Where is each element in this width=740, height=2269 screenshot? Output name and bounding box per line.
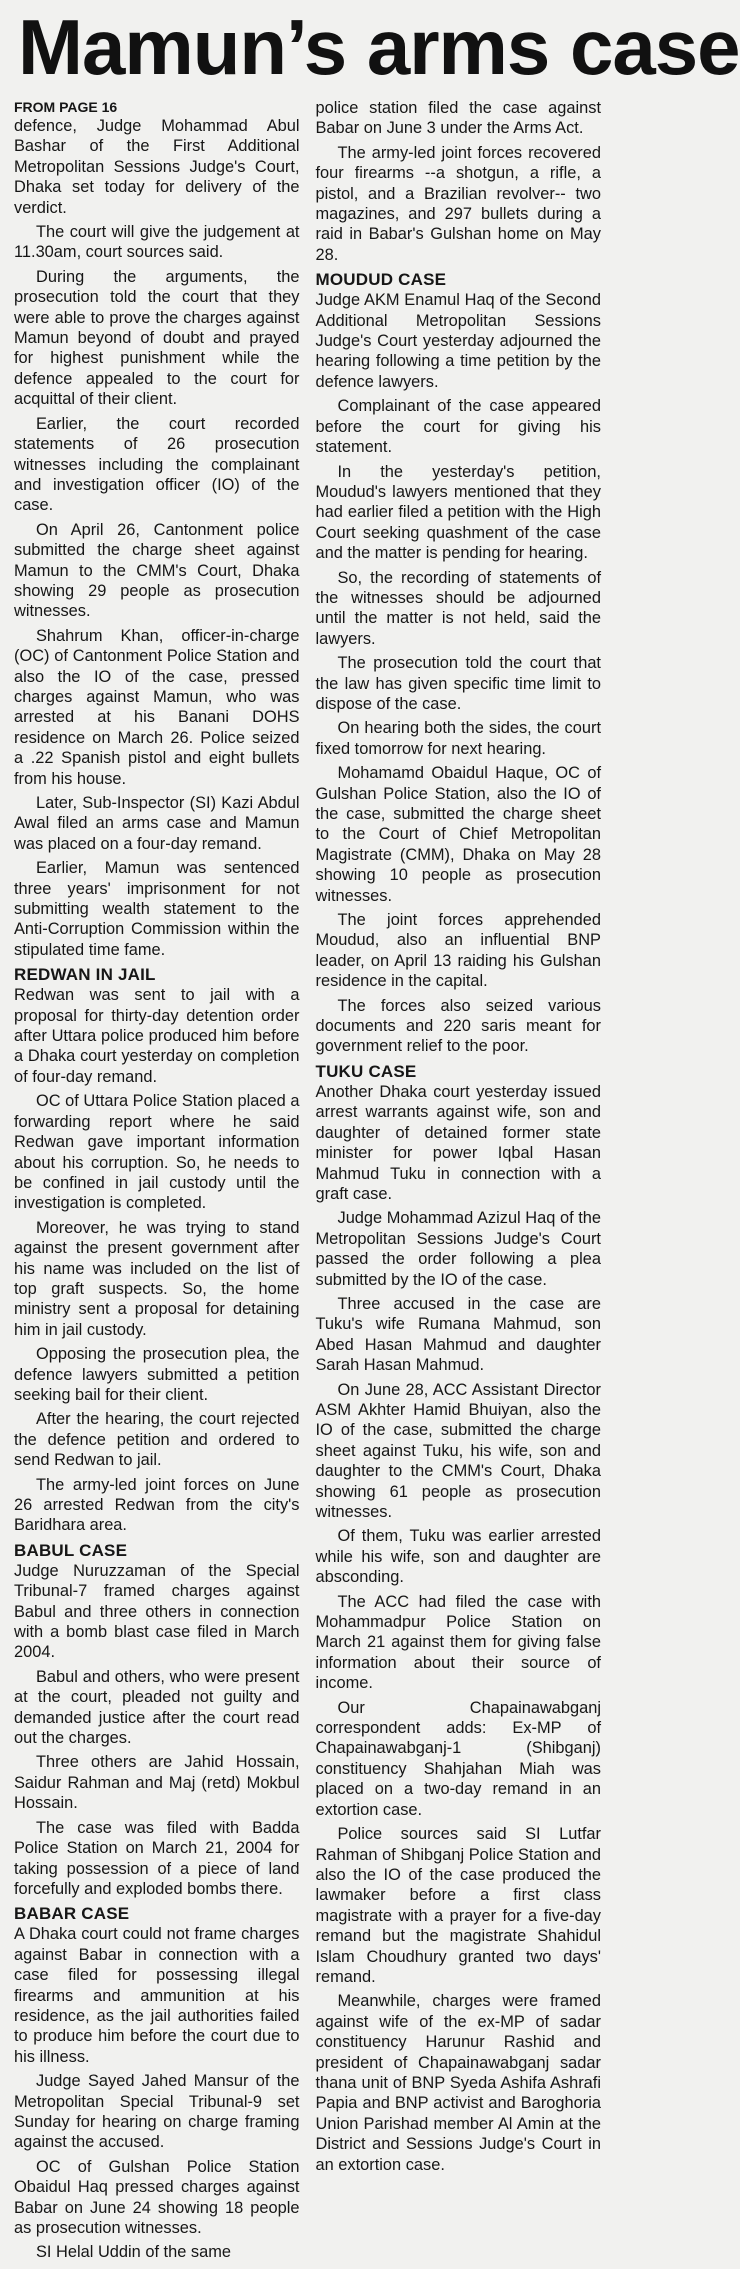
paragraph: Police sources said SI Lutfar Rahman of Shibganj Police Station and also the IO of the case produced the lawmaker before a first class magistrate with a prayer for a five-day remand but the magistrate Shahidul Islam Choudhury granted two days' remand. xyxy=(315,1825,601,1986)
right-column xyxy=(316,98,602,2267)
paragraph: Judge Mohammad Azizul Haq of the Metropolitan Sessions Judge's Court passed the order following a plea submitted by the IO of the case. xyxy=(315,1209,601,1289)
paragraph: Earlier, Mamun was sentenced three years' imprisonment for not submitting wealth statement to the Anti-Corruption Commission within the stipulated time fame. xyxy=(14,859,300,959)
paragraph: Of them, Tuku was earlier arrested while his wife, son and daughter are absconding. xyxy=(315,1527,601,1587)
paragraph: The case was filed with Badda Police Station on March 21, 2004 for taking possession of a piece of land forcefully and exploded bombs there. xyxy=(14,1818,300,1898)
paragraph: Meanwhile, charges were framed against wife of the ex-MP of sadar constituency Harunur Rashid and president of Chapainawabganj sadar thana unit of BNP Syeda Ashifa Ashrafi Papia and BNP activist and Baroghoria Union Parishad member Al Amin at the District and Sessions Judge's Court in an extortion case. xyxy=(315,1992,601,2174)
headline: Mamun’s arms case xyxy=(18,3,740,91)
paragraph: On hearing both the sides, the court fixed tomorrow for next hearing. xyxy=(315,719,601,758)
paragraph: Judge Nuruzzaman of the Special Tribunal-7 framed charges against Babul and three others in connection with a bomb blast case filed in March 2004. xyxy=(14,1561,300,1662)
paragraph: On June 28, ACC Assistant Director ASM Akhter Hamid Bhuiyan, also the IO of the case, submitted the charge sheet against Tuku, his wife, son and daughter to the CMM's Court, Dhaka showing 61 people as prosecution witnesses. xyxy=(315,1380,601,1521)
paragraph: Another Dhaka court yesterday issued arrest warrants against wife, son and daughter of detained former state minister for power Iqbal Hasan Mahmud Tuku in connection with a graft case. xyxy=(315,1082,601,1203)
subheading: BABAR CASE xyxy=(14,1904,130,1924)
subheading: BABUL CASE xyxy=(14,1540,128,1560)
paragraph: In the yesterday's petition, Moudud's lawyers mentioned that they had earlier filed a petition with the High Court seeking quashment of the case and the matter is pending for hearing. xyxy=(315,462,601,563)
paragraph: Shahrum Khan, officer-in-charge (OC) of Cantonment Police Station and also the IO of the case, pressed charges against Mamun, who was arrested at his Banani DOHS residence on March 26. Police seized a .22 Spanish pistol and eight bullets from his house. xyxy=(14,626,300,788)
paragraph: During the arguments, the prosecution told the court that they were able to prove the charges against Mamun beyond of doubt and prayed for highest punishment while the defence appealed to the court for acquittal of their client. xyxy=(14,267,300,409)
paragraph: Judge Sayed Jahed Mansur of the Metropolitan Special Tribunal-9 set Sunday for hearing on charge framing against the accused. xyxy=(14,2072,300,2152)
paragraph: The army-led joint forces recovered four firearms --a shotgun, a rifle, a pistol, and a Brazilian revolver-- two magazines, and 297 bullets during a raid in Babar's Gulshan home on May 28. xyxy=(315,143,601,264)
paragraph: The prosecution told the court that the law has given specific time limit to dispose of the case. xyxy=(315,654,601,713)
left-column xyxy=(14,98,300,2267)
paragraph: Later, Sub-Inspector (SI) Kazi Abdul Awal filed an arms case and Mamun was placed on a four-day remand. xyxy=(14,794,300,853)
paragraph: Moreover, he was trying to stand against the present government after his name was included on the list of top graft suspects. So, the home ministry sent a proposal for detaining him in jail custody. xyxy=(14,1218,300,1339)
paragraph: Judge AKM Enamul Haq of the Second Additional Metropolitan Sessions Judge's Court yesterday adjourned the hearing following a time petition by the defence lawyers. xyxy=(315,291,601,391)
paragraph: A Dhaka court could not frame charges against Babar in connection with a case filed for possessing illegal firearms and ammunition at his residence, as the jail authorities failed to produce him before the court due to his illness. xyxy=(14,1925,300,2066)
paragraph: Mohamamd Obaidul Haque, OC of Gulshan Police Station, also the IO of the case, submitted the charge sheet to the Court of Chief Metropolitan Magistrate (CMM), Dhaka on May 28 showing 10 people as prosecution witnesses. xyxy=(315,764,601,905)
paragraph: Complainant of the case appeared before the court for giving his statement. xyxy=(315,397,601,457)
jump-line: FROM PAGE 16 xyxy=(14,99,118,115)
paragraph: The forces also seized various documents and 220 saris meant for government relief to the poor. xyxy=(315,996,601,1056)
paragraph: After the hearing, the court rejected the defence petition and ordered to send Redwan to jail. xyxy=(14,1410,300,1470)
paragraph: So, the recording of statements of the witnesses should be adjourned until the matter is not held, said the lawyers. xyxy=(315,568,601,648)
paragraph: OC of Gulshan Police Station Obaidul Haq pressed charges against Babar on June 24 showing 18 people as prosecution witnesses. xyxy=(14,2157,300,2237)
paragraph: On April 26, Cantonment police submitted the charge sheet against Mamun to the CMM's Court, Dhaka showing 29 people as prosecution witnesses. xyxy=(14,520,300,621)
paragraph: The ACC had filed the case with Mohammadpur Police Station on March 21 against them for giving false information about their source of income. xyxy=(315,1592,601,1693)
subheading: TUKU CASE xyxy=(315,1061,417,1081)
article-body xyxy=(14,98,601,2267)
paragraph: Opposing the prosecution plea, the defence lawyers submitted a petition seeking bail for their client. xyxy=(14,1345,300,1404)
paragraph: Babul and others, who were present at the court, pleaded not guilty and demanded justice after the court read out the charges. xyxy=(14,1667,300,1748)
subheading: REDWAN IN JAIL xyxy=(14,965,156,985)
paragraph: The court will give the judgement at 11.30am, court sources said. xyxy=(14,223,300,262)
subheading: MOUDUD CASE xyxy=(315,270,447,290)
paragraph: Our Chapainawabganj correspondent adds: Ex-MP of Chapainawabganj-1 (Shibganj) constituency Shahjahan Miah was placed on a two-day remand in an extortion case. xyxy=(315,1698,601,1819)
paragraph: Three others are Jahid Hossain, Saidur Rahman and Maj (retd) Mokbul Hossain. xyxy=(14,1753,300,1813)
paragraph: The joint forces apprehended Moudud, also an influential BNP leader, on April 13 raiding his Gulshan residence in the capital. xyxy=(315,911,601,991)
paragraph: The army-led joint forces on June 26 arrested Redwan from the city's Baridhara area. xyxy=(14,1475,300,1535)
paragraph: Redwan was sent to jail with a proposal for thirty-day detention order after Uttara police produced him before a Dhaka court yesterday on completion of four-day remand. xyxy=(14,986,300,1086)
paragraph: SI Helal Uddin of the same xyxy=(36,2243,231,2262)
paragraph: defence, Judge Mohammad Abul Bashar of the First Additional Metropolitan Sessions Judge's Court, Dhaka set today for delivery of the verdict. xyxy=(14,117,300,217)
paragraph: Earlier, the court recorded statements of 26 prosecution witnesses including the complainant and investigation officer (IO) of the case. xyxy=(14,414,300,515)
paragraph: OC of Uttara Police Station placed a forwarding report where he said Redwan gave important information about his corruption. So, he needs to be confined in jail custody until the investigation is completed. xyxy=(14,1092,300,1213)
paragraph: Three accused in the case are Tuku's wife Rumana Mahmud, son Abed Hasan Mahmud and daughter Sarah Hasan Mahmud. xyxy=(315,1294,601,1375)
paragraph: police station filed the case against Babar on June 3 under the Arms Act. xyxy=(315,99,601,138)
